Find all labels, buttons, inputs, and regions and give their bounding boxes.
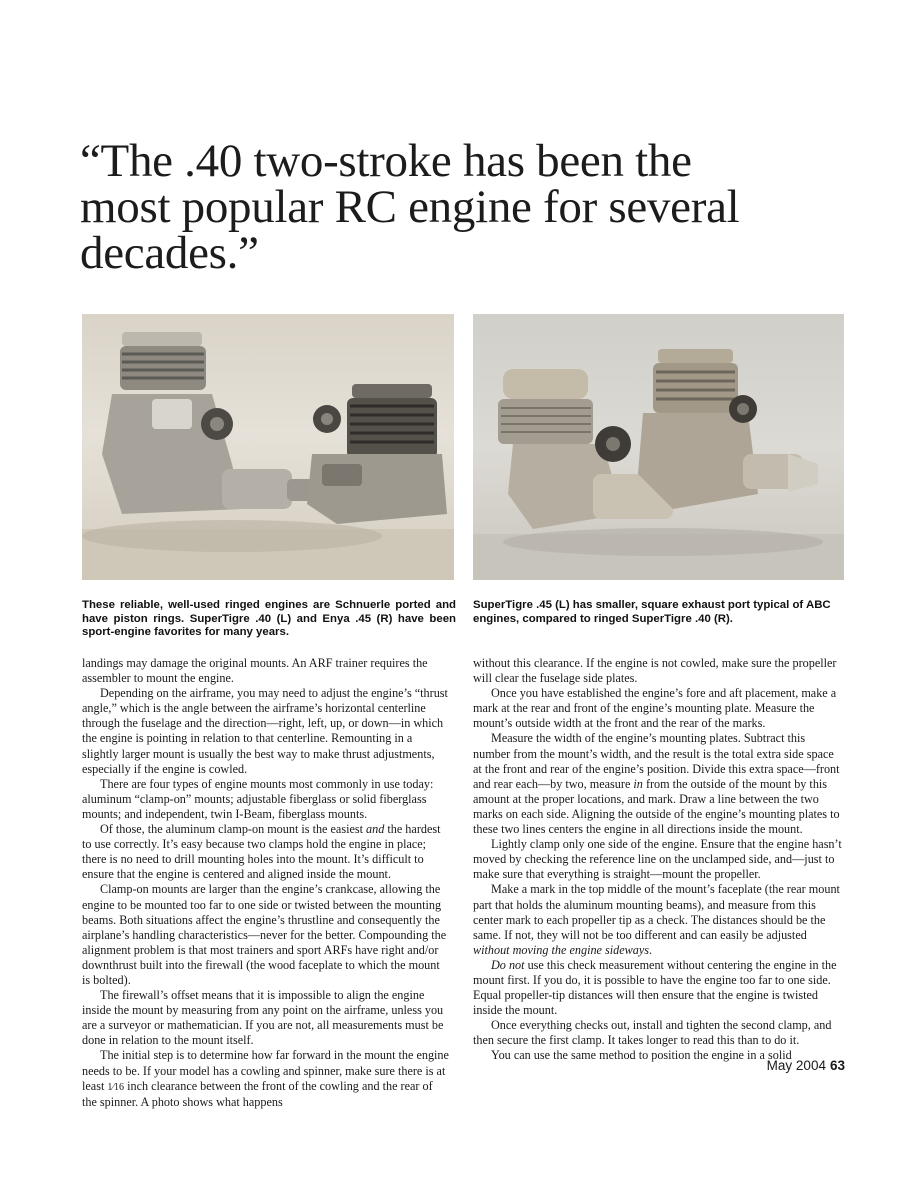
- paragraph: The firewall’s offset means that it is impossible to align the engine inside the mount by measuring from any point on the airframe, unless you are a surveyor or mathematician. If you are not, all measurements must be done in relation to the mount itself.: [82, 988, 444, 1048]
- page-number: 63: [829, 1058, 845, 1073]
- caption-left: These reliable, well-used ringed engines are Schnuerle ported and have piston rings. SuperTigre .40 (L) and Enya .45 (R) have been sport-engine favorites for many years.: [82, 599, 456, 638]
- fraction: 1⁄16: [107, 1081, 125, 1093]
- caption-right: SuperTigre .45 (L) has smaller, square exhaust port typical of ABC engines, compared to ringed SuperTigre .40 (R).: [473, 599, 831, 625]
- paragraph: Depending on the airframe, you may need to adjust the engine’s “thrust angle,” which is the angle between the airframe’s horizontal centerline through the fuselage and the direction—right, left, up, or down—in which the engine is pointing in relation to that centerline. Remounting in a slightly larger mount is usually the best way to make thrust adjustments, especially if the engine is cowled.: [82, 686, 448, 776]
- page-folio: [767, 1058, 845, 1073]
- paragraph: You can use the same method to position the engine in a solid: [491, 1048, 792, 1063]
- text-run: inch clearance between the front of the cowling and the rear of the spinner. A photo shows what happens: [82, 1078, 433, 1109]
- engines-photo-left: [82, 314, 454, 580]
- emphasis: and: [366, 822, 385, 837]
- paragraph: There are four types of engine mounts most commonly in use today: aluminum “clamp-on” mounts; adjustable fiberglass or solid fiberglass mounts; and independent, twin I-Beam, fiberglass mounts.: [82, 776, 434, 821]
- emphasis: Do not: [491, 957, 525, 972]
- text-run: Make a mark in the top middle of the mount’s faceplate (the rear mount part that holds the aluminum mounting beams), and measure from this center mark to each propeller tip as a check. The distances should be the same. If not, they will not be too different and can easily be adjusted: [473, 882, 840, 942]
- text-run: the hardest to use correctly. It’s easy because two clamps hold the engine in place; there is no need to drill mounting holes into the mount. It’s difficult to ensure that the engine is centered and aligned inside the mount.: [82, 822, 441, 882]
- paragraph: [473, 958, 845, 1018]
- pull-quote-line-2: most popular RC engine for several: [80, 181, 740, 233]
- engines-photo-right: [473, 314, 844, 580]
- text-run: from the outside of the mount by this amount at the proper locations, and mark. Draw a line between the two marks on each side. Aligning the outside of the engine’s mounting plates to these two lines centers the engine in all directions inside the mount.: [473, 776, 840, 837]
- body-column-right: [473, 656, 845, 1064]
- pull-quote-line-1: “The .40 two-stroke has been the: [80, 135, 692, 187]
- paragraph: Once everything checks out, install and tighten the second clamp, and then secure the first clamp. It takes longer to read this than to do it.: [473, 1018, 832, 1048]
- paragraph: [473, 731, 845, 837]
- paragraph: [82, 822, 450, 882]
- paragraph: [82, 1048, 450, 1109]
- paragraph: without this clearance. If the engine is not cowled, make sure the propeller will clear the fuselage side plates.: [473, 656, 837, 686]
- text-run: The initial step is to determine how far forward in the mount the engine needs to be. If your model has a cowling and spinner, make sure there is at least: [82, 1048, 449, 1093]
- text-run: .: [649, 942, 653, 957]
- paragraph: [473, 882, 845, 957]
- text-run: use this check measurement without centering the engine in the mount first. If you do, it is possible to have the engine too far to one side. Equal propeller-tip distances will then ensure that the engine is twisted inside the mount.: [473, 957, 837, 1018]
- paragraph: landings may damage the original mounts. An ARF trainer requires the assembler to mount the engine.: [82, 656, 428, 686]
- text-run: Of those, the aluminum clamp-on mount is the easiest: [100, 822, 367, 837]
- body-column-left: [82, 656, 450, 1110]
- paragraph: Clamp-on mounts are larger than the engine’s crankcase, allowing the engine to be mounted too far to one side or twisted between the mounting beams. Both situations affect the engine’s thrustline and consequently the airplane’s handling characteristics—never for the better. Compounding the alignment problem is that most trainers and sport ARFs have right and/or downthrust built into the firewall (the wood faceplate to which the mount is bolted).: [82, 882, 447, 987]
- pull-quote-line-3: decades.”: [80, 227, 259, 279]
- paragraph: Lightly clamp only one side of the engine. Ensure that the engine hasn’t moved by checking the reference line on the unclamped side, and—just to make sure that everything is straight—mount the propeller.: [473, 837, 842, 882]
- issue-date: May 2004: [766, 1058, 826, 1073]
- pull-quote: [80, 135, 880, 279]
- engines-illustration-right: [473, 314, 844, 580]
- text-run: Measure the width of the engine’s mounting plates. Subtract this number from the mount’s width, and the result is the total extra side space at the front and rear of the engine’s position. Divide this extra space—front and rear each—by two, measure: [473, 731, 840, 791]
- emphasis: in: [633, 776, 643, 791]
- emphasis: without moving the engine sideways: [473, 942, 650, 957]
- engines-illustration-left: [82, 314, 454, 580]
- paragraph: Once you have established the engine’s fore and aft placement, make a mark at the rear and front of the engine’s mounting plate. Measure the mount’s outside width at the front and the rear of the marks.: [473, 686, 837, 731]
